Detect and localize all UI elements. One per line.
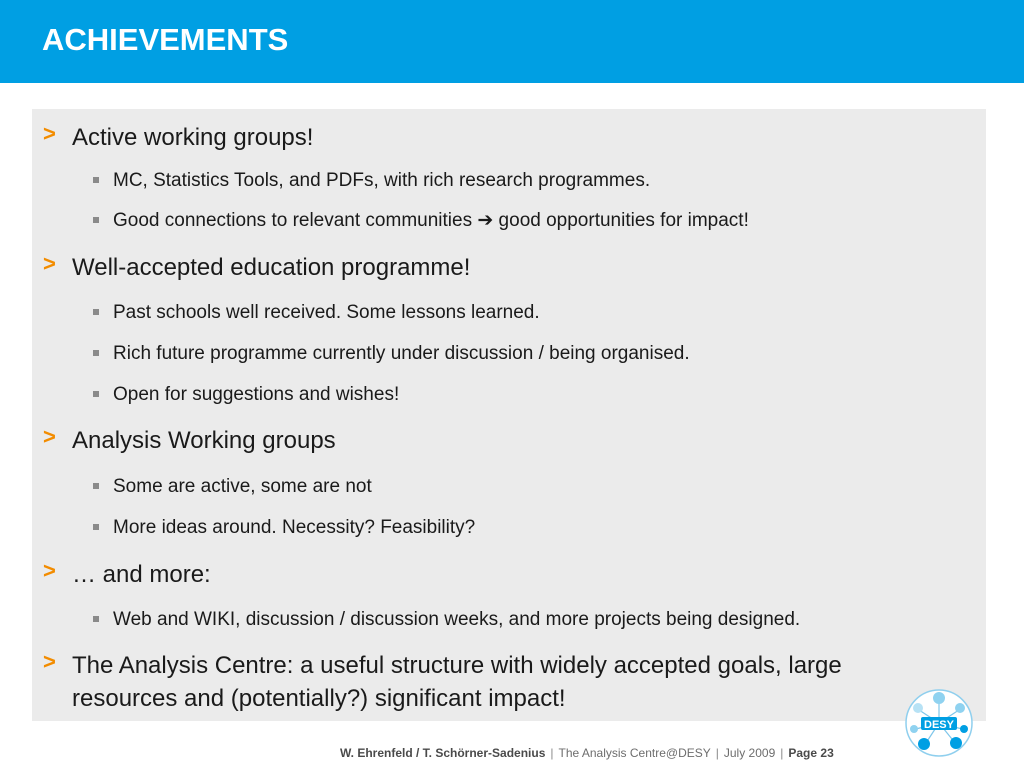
square-bullet-icon bbox=[93, 616, 99, 622]
bullet-point-text: The Analysis Centre: a useful structure with widely accepted goals, large resources and (potentially?) significant impact! bbox=[72, 652, 842, 712]
bullet-point-text: Analysis Working groups bbox=[72, 427, 336, 454]
footer-event: The Analysis Centre@DESY bbox=[558, 746, 711, 760]
sub-bullet-text: Some are active, some are not bbox=[113, 476, 372, 497]
square-bullet-icon bbox=[93, 391, 99, 397]
sub-bullet-text: Web and WIKI, discussion / discussion weeks, and more projects being designed. bbox=[113, 609, 801, 630]
orange-chevron-icon: > bbox=[43, 121, 56, 146]
slide-title: ACHIEVEMENTS bbox=[42, 22, 289, 57]
sub-bullet-text: Open for suggestions and wishes! bbox=[113, 384, 400, 405]
footer-separator: | bbox=[780, 746, 784, 760]
content-panel bbox=[32, 109, 986, 721]
bullet-point-text: Well-accepted education programme! bbox=[72, 254, 471, 281]
sub-bullet-text: Past schools well received. Some lessons learned. bbox=[113, 302, 540, 323]
footer-separator: | bbox=[550, 746, 554, 760]
sub-bullet-text: More ideas around. Necessity? Feasibility? bbox=[113, 517, 476, 538]
orange-chevron-icon: > bbox=[43, 424, 56, 449]
square-bullet-icon bbox=[93, 524, 99, 530]
slide-footer bbox=[340, 746, 885, 760]
sub-bullet-text: Good connections to relevant communities ➔ good opportunities for impact! bbox=[113, 210, 749, 231]
square-bullet-icon bbox=[93, 483, 99, 489]
bullet-point-text: Active working groups! bbox=[72, 124, 314, 151]
desy-logo-icon bbox=[904, 688, 974, 758]
sub-bullet-text: Rich future programme currently under discussion / being organised. bbox=[113, 343, 690, 364]
footer-separator: | bbox=[715, 746, 719, 760]
footer-date: July 2009 bbox=[723, 746, 776, 760]
footer-page-label: Page bbox=[788, 746, 818, 760]
sub-bullet-text: MC, Statistics Tools, and PDFs, with rich research programmes. bbox=[113, 170, 651, 191]
orange-chevron-icon: > bbox=[43, 558, 56, 583]
square-bullet-icon bbox=[93, 177, 99, 183]
footer-authors: W. Ehrenfeld / T. Schörner-Sadenius bbox=[340, 746, 546, 760]
square-bullet-icon bbox=[93, 309, 99, 315]
title-bar bbox=[0, 0, 1024, 83]
footer-page-number: 23 bbox=[820, 746, 834, 760]
orange-chevron-icon: > bbox=[43, 649, 56, 674]
square-bullet-icon bbox=[93, 350, 99, 356]
bullet-point-text: … and more: bbox=[72, 561, 211, 588]
orange-chevron-icon: > bbox=[43, 251, 56, 276]
square-bullet-icon bbox=[93, 217, 99, 223]
logo-text: DESY bbox=[924, 719, 954, 731]
